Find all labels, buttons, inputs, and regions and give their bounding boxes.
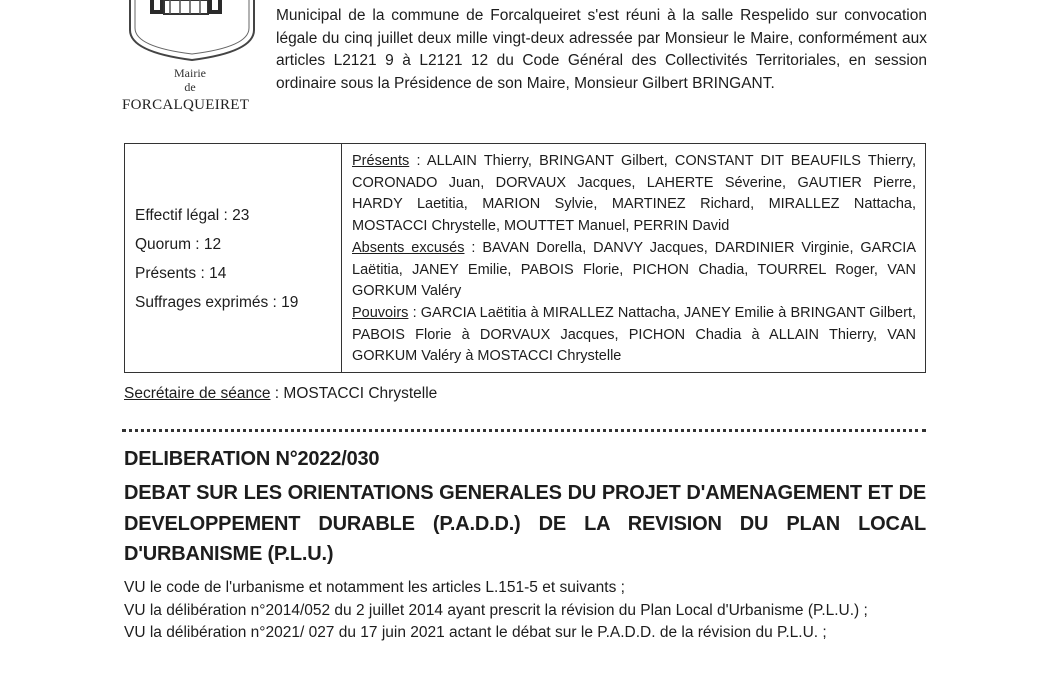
presents-list — [352, 151, 916, 238]
intro-text: Municipal de la commune de Forcalqueiret s'est réuni à la salle Respelido sur convocation légale du cinq juillet deux mille vingt-deux adressée par Monsieur le Maire, conformément aux articles L2121 9 à L2121 12 du Code Général des Collectivités Territoriales, en session ordinaire sous la Présidence de son Maire, Monsieur Gilbert BRINGANT. — [276, 7, 927, 92]
consideration-item: VU la délibération n°2014/052 du 2 juillet 2014 ayant prescrit la révision du Plan Local d'Urbanisme (P.L.U.) ; — [124, 601, 868, 619]
presents-names: : ALLAIN Thierry, BRINGANT Gilbert, CONSTANT DIT BEAUFILS Thierry, CORONADO Juan, DORVAUX Jacques, LAHERTE Séverine, GAUTIER Pierre, HARDY Laetitia, MARION Sylvie, MARTINEZ Richard, MIRALLEZ Nattacha, MOSTACCI Chrystelle, MOUTTET Manuel, PERRIN David — [352, 153, 916, 235]
deliberation-title: DEBAT SUR LES ORIENTATIONS GENERALES DU PROJET D'AMENAGEMENT ET DE DEVELOPPEMENT DURABLE (P.A.D.D.) DE LA REVISION DU PLAN LOCAL D'URBANISME (P.L.U.) — [124, 482, 926, 565]
presents-count: Présents : 14 — [135, 265, 227, 282]
absents-label: Absents excusés — [352, 239, 465, 256]
pouvoirs-label: Pouvoirs — [352, 304, 409, 321]
absents-list — [352, 238, 916, 303]
dotted-separator — [122, 429, 926, 432]
presents-label: Présents — [352, 153, 410, 169]
logo-town-name: FORCALQUEIRET — [122, 97, 250, 113]
quorum: Quorum : 12 — [135, 236, 222, 253]
municipal-logo — [122, 0, 262, 122]
attendance-table — [124, 143, 926, 373]
effectif-legal: Effectif légal : 23 — [135, 207, 250, 224]
secretary-name: : MOSTACCI Chrystelle — [270, 385, 438, 402]
coat-of-arms-icon — [124, 0, 260, 66]
pouvoirs-names: : GARCIA Laëtitia à MIRALLEZ Nattacha, JANEY Emilie à BRINGANT Gilbert, PABOIS Florie à DORVAUX Jacques, PICHON Chadia à ALLAIN Thierry, VAN GORKUM Valéry à MOSTACCI Chrystelle — [352, 304, 916, 365]
intro-paragraph — [276, 5, 927, 95]
deliberation-number: DELIBERATION N°2022/030 — [124, 448, 380, 470]
secretary-label: Secrétaire de séance — [124, 385, 271, 402]
logo-de-text: de — [184, 80, 196, 94]
attendance-names — [342, 144, 925, 372]
consideration-item: VU le code de l'urbanisme et notamment les articles L.151-5 et suivants ; — [124, 579, 625, 596]
attendance-counts — [125, 144, 342, 372]
pouvoirs-list — [352, 303, 916, 368]
suffrages-exprimes: Suffrages exprimés : 19 — [135, 294, 299, 311]
considerations — [124, 577, 926, 645]
logo-mairie-text: Mairie — [174, 66, 206, 80]
absents-names: : BAVAN Dorella, DANVY Jacques, DARDINIER Virginie, GARCIA Laëtitia, JANEY Emilie, PABOIS Florie, PICHON Chadia, TOURREL Roger, VAN GORKUM Valéry — [352, 239, 916, 300]
consideration-item: VU la délibération n°2021/ 027 du 17 juin 2021 actant le débat sur le P.A.D.D. de la révision du P.L.U. ; — [124, 624, 827, 641]
secretary-line — [124, 385, 437, 403]
